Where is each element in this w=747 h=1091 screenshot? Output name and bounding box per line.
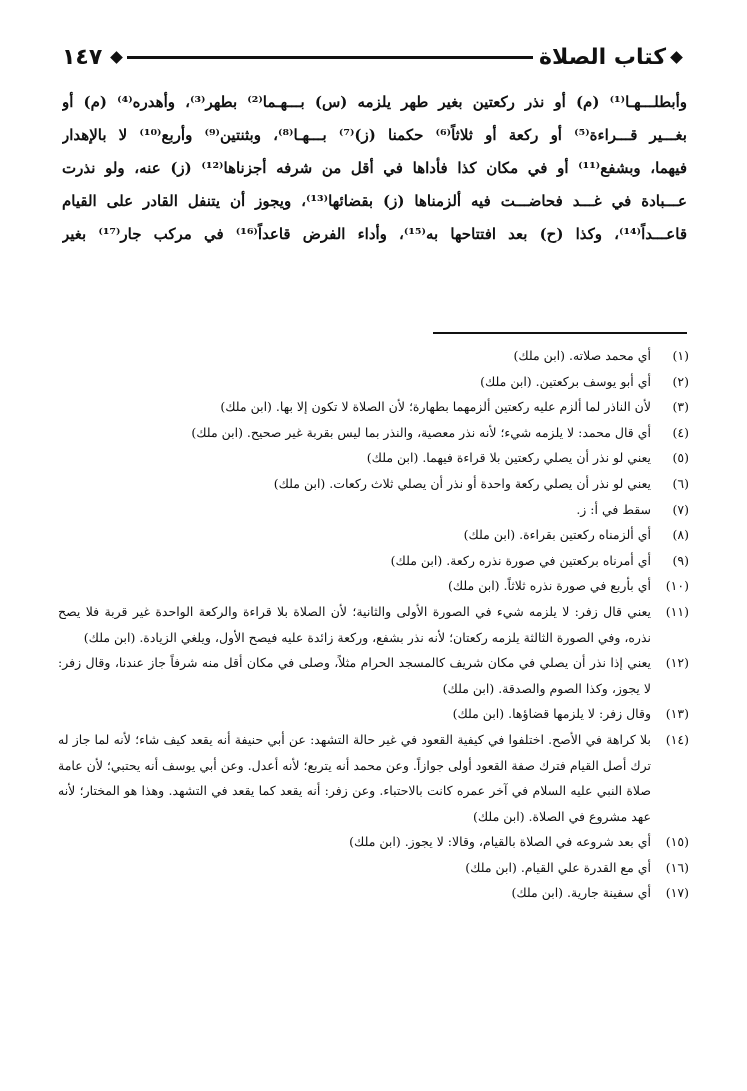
chapter-title: كتاب الصلاة [539,44,666,70]
footnote-text: أي قال محمد: لا يلزمه شيء؛ لأنه نذر معصية، والنذر بما ليس بقربة غير صحيح. (ابن ملك) [191,424,651,440]
footnote-text: أي بعد شروعه في الصلاة بالقيام، وقالا: لا يجوز. (ابن ملك) [349,834,651,850]
footnote [58,727,689,829]
footnote-text: أي مع القدرة علي القيام. (ابن ملك) [465,859,651,875]
footnote-number: (١٦) [665,859,689,875]
footnote-number: (١) [672,348,689,363]
footnote [58,394,689,420]
footnote-number: (٥) [672,450,689,466]
footnote-text: أي بأربع في صورة نذره ثلاثاً. (ابن ملك) [448,578,651,594]
footnote [58,573,689,599]
footnote-text: أي أمرناه بركعتين في صورة نذره ركعة. (ابن ملك) [390,552,651,568]
footnote-text: يعني لو نذر أن يصلي ركعة واحدة أو نذر أن يصلي ثلاث ركعات. (ابن ملك) [273,475,651,491]
page-header [62,40,687,74]
footnote-number: (٩) [672,552,689,568]
footnote [58,497,689,523]
footnote [58,445,689,471]
footnote-number: (٦) [672,475,689,491]
footnote-number: (٤) [672,424,689,440]
footnote-separator [433,332,687,334]
footnote-number: (١٢) [665,655,689,671]
footnote-text: يعني إذا نذر أن يصلي في مكان شريف كالمسجد الحرام مثلاً، وصلى في مكان أقل منه شرفاً جاز عندنا، وقال زفر: لا يجوز، وكذا الصوم والصدقة. (ابن ملك) [58,655,651,696]
footnote [58,829,689,855]
main-text-line: قاعـــداً⁽¹⁴⁾، وكذا (ح) بعد افتتاحها به⁽¹⁵⁾، وأداء الفرض قاعداً⁽¹⁶⁾ في مركب جار⁽¹⁷⁾ بغير [62,225,687,243]
footnote-text: يعني قال زفر: لا يلزمه شيء في الصورة الأولى والثانية؛ لأن الصلاة بلا قراءة والركعة الواحدة غير قربة فلا يصح نذره، وفي الصورة الثالثة يلزمه ركعتان؛ لأنه نذر بشفع، وركعة زائدة عليه فيصح الأول، ويلغي الزيادة. (ابن ملك) [58,603,651,645]
footnote [58,420,689,446]
footnote [58,880,689,906]
footnote-text: بلا كراهة في الأصح. اختلفوا في كيفية القعود في غير حالة التشهد: عن أبي حنيفة أنه يقعد كيف شاء؛ لأنه لما جاز له ترك أصل القيام فترك صفة القعود أولى جوازاً. وعن محمد أنه يتربع؛ لأنه أعدل. وعن أبي يوسف أنه يحتبي؛ لأن عامة صلاة النبي عليه السلام في آخر عمره كانت بالاحتباء. وعن زفر: أنه يقعد كما يقعد في التشهد. وهذا هو المختار؛ لأنه عهد مشروع في الصلاة. (ابن ملك) [58,731,651,824]
main-text-line: عـــبادة في غـــد فحاضـــت فيه ألزمناها (ز) بقضائها⁽¹³⁾، ويجوز أن يتنفل القادر على القيام [62,192,687,210]
main-text-line: فيهما، وبشفع⁽¹¹⁾ أو في مكان كذا فأداها في أقل من شرفه أجزناها⁽¹²⁾ (ز) عنه، ولو نذرت [62,159,687,177]
footnote-number: (١٧) [665,885,689,901]
footnote-text: أي سفينة جارية. (ابن ملك) [511,885,651,901]
main-text-line: بغـــير قـــراءة⁽⁵⁾ أو ركعة أو ثلاثاً⁽⁶⁾ حكمنا (ز)⁽⁷⁾ بـــهـا⁽⁸⁾، وبثنتين⁽⁹⁾ وأربع⁽¹⁰⁾ لا بالإهدار [62,126,687,144]
diamond-ornament-icon [670,51,683,64]
main-text-line: وأبطلـــهـا⁽¹⁾ (م) أو نذر ركعتين بغير طهر يلزمه (س) بـــهـما⁽²⁾ بطهر⁽³⁾، وأهدره⁽⁴⁾ (م) أو [62,93,687,111]
footnote-text: أي أبو يوسف بركعتين. (ابن ملك) [480,373,651,389]
footnote-number: (١٥) [665,834,689,850]
footnote-text: أي ألزمناه ركعتين بقراءة. (ابن ملك) [463,527,651,543]
footnote-number: (٨) [672,527,689,543]
footnote-text: وقال زفر: لا يلزمها قضاؤها. (ابن ملك) [452,706,651,722]
footnote-text: لأن الناذر لما ألزم عليه ركعتين ألزمهما بطهارة؛ لأن الصلاة لا تكون إلا بها. (ابن ملك) [220,399,651,415]
footnote-text: سقط في أ: ز. [576,501,651,517]
footnote [58,343,689,369]
footnotes [58,343,689,906]
footnote-number: (٧) [672,501,689,517]
footnote [58,650,689,701]
footnote-number: (١٠) [665,578,689,594]
footnote-number: (١١) [665,603,689,619]
header-rule [127,56,533,59]
footnote-text: أي محمد صلاته. (ابن ملك) [513,348,651,363]
footnote-text: يعني لو نذر أن يصلي ركعتين بلا قراءة فيهما. (ابن ملك) [366,450,651,466]
footnote [58,855,689,881]
footnote [58,522,689,548]
footnote-number: (١٣) [665,706,689,722]
footnote [58,599,689,650]
footnote-number: (١٤) [665,731,689,747]
footnote-number: (٢) [672,373,689,389]
footnote [58,548,689,574]
footnote-number: (٣) [672,399,689,415]
footnote [58,369,689,395]
main-text [62,86,687,251]
page-number: ١٤٧ [62,44,103,70]
footnote [58,471,689,497]
footnote [58,701,689,727]
diamond-ornament-icon [110,51,123,64]
